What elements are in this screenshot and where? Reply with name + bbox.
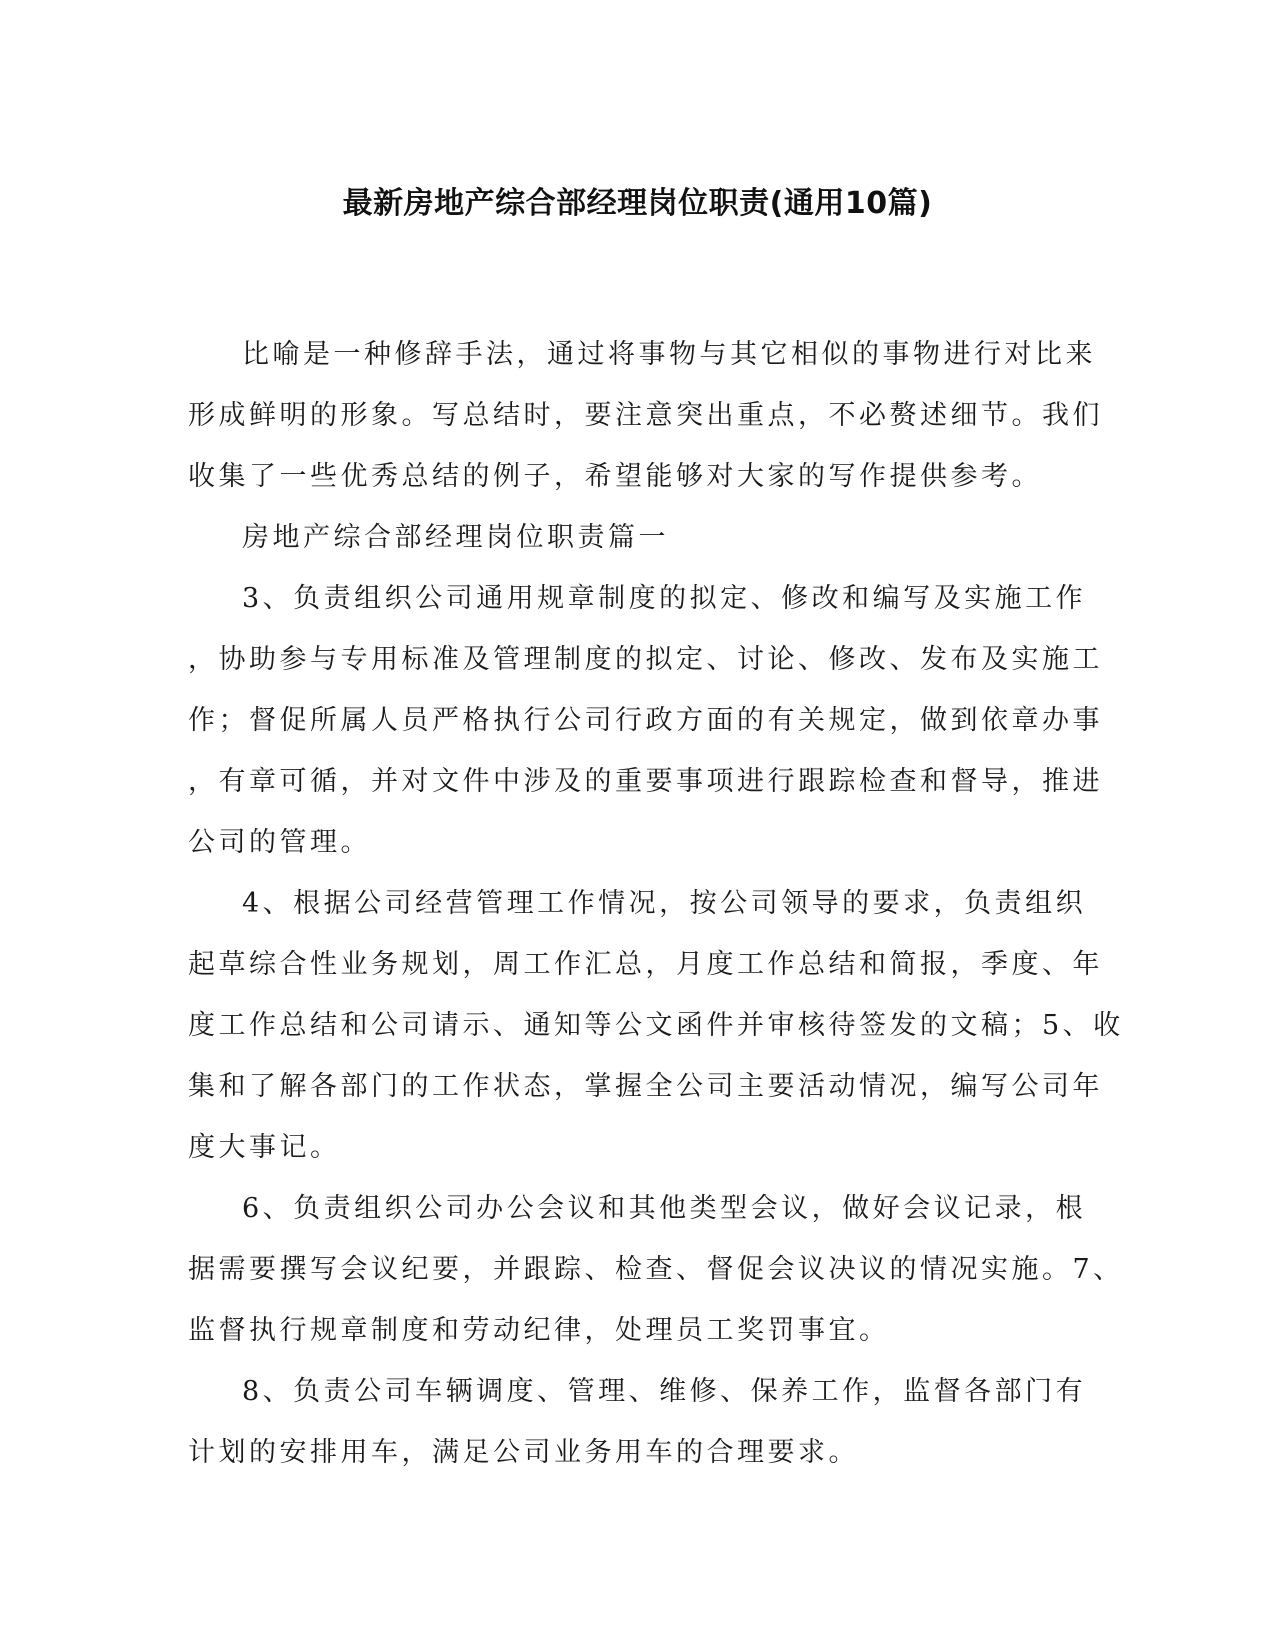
text-line: 收集了一些优秀总结的例子，希望能够对大家的写作提供参考。 xyxy=(188,461,1042,492)
text-line: 度工作总结和公司请示、通知等公文函件并审核待签发的文稿；5、收 xyxy=(188,1010,1124,1041)
document-title: 最新房地产综合部经理岗位职责(通用10篇) xyxy=(342,186,933,221)
text-line: 房地产综合部经理岗位职责篇一 xyxy=(242,522,669,553)
text-line: 3、负责组织公司通用规章制度的拟定、修改和编写及实施工作 xyxy=(242,583,1087,614)
document-body xyxy=(188,324,1124,1483)
text-line: 监督执行规章制度和劳动纪律，处理员工奖罚事宜。 xyxy=(188,1315,890,1346)
text-line: 集和了解各部门的工作状态，掌握全公司主要活动情况，编写公司年 xyxy=(188,1071,1103,1102)
paragraph-item-3 xyxy=(188,568,1103,873)
text-line: 4、根据公司经营管理工作情况，按公司领导的要求，负责组织 xyxy=(242,888,1087,919)
text-line: 度大事记。 xyxy=(188,1132,341,1163)
text-line: 8、负责公司车辆调度、管理、维修、保养工作，监督各部门有 xyxy=(242,1376,1087,1407)
text-line: 比喻是一种修辞手法，通过将事物与其它相似的事物进行对比来 xyxy=(242,339,1096,370)
text-line: 作；督促所属人员严格执行公司行政方面的有关规定，做到依章办事 xyxy=(188,705,1103,736)
paragraph-item-6 xyxy=(188,1178,1124,1361)
text-line: 据需要撰写会议纪要，并跟踪、检查、督促会议决议的情况实施。7、 xyxy=(188,1254,1124,1285)
text-line: 起草综合性业务规划，周工作汇总，月度工作总结和简报，季度、年 xyxy=(188,949,1103,980)
text-line: 公司的管理。 xyxy=(188,827,371,858)
text-line: ，有章可循，并对文件中涉及的重要事项进行跟踪检查和督导，推进 xyxy=(188,766,1103,797)
paragraph-item-4 xyxy=(188,873,1124,1178)
text-line: 形成鲜明的形象。写总结时，要注意突出重点，不必赘述细节。我们 xyxy=(188,400,1103,431)
text-line: ，协助参与专用标准及管理制度的拟定、讨论、修改、发布及实施工 xyxy=(188,644,1103,675)
section-heading xyxy=(188,507,1078,568)
paragraph-item-8 xyxy=(188,1361,1087,1483)
paragraph-intro xyxy=(188,324,1103,507)
text-line: 6、负责组织公司办公会议和其他类型会议，做好会议记录，根 xyxy=(242,1193,1087,1224)
text-line: 计划的安排用车，满足公司业务用车的合理要求。 xyxy=(188,1437,859,1468)
